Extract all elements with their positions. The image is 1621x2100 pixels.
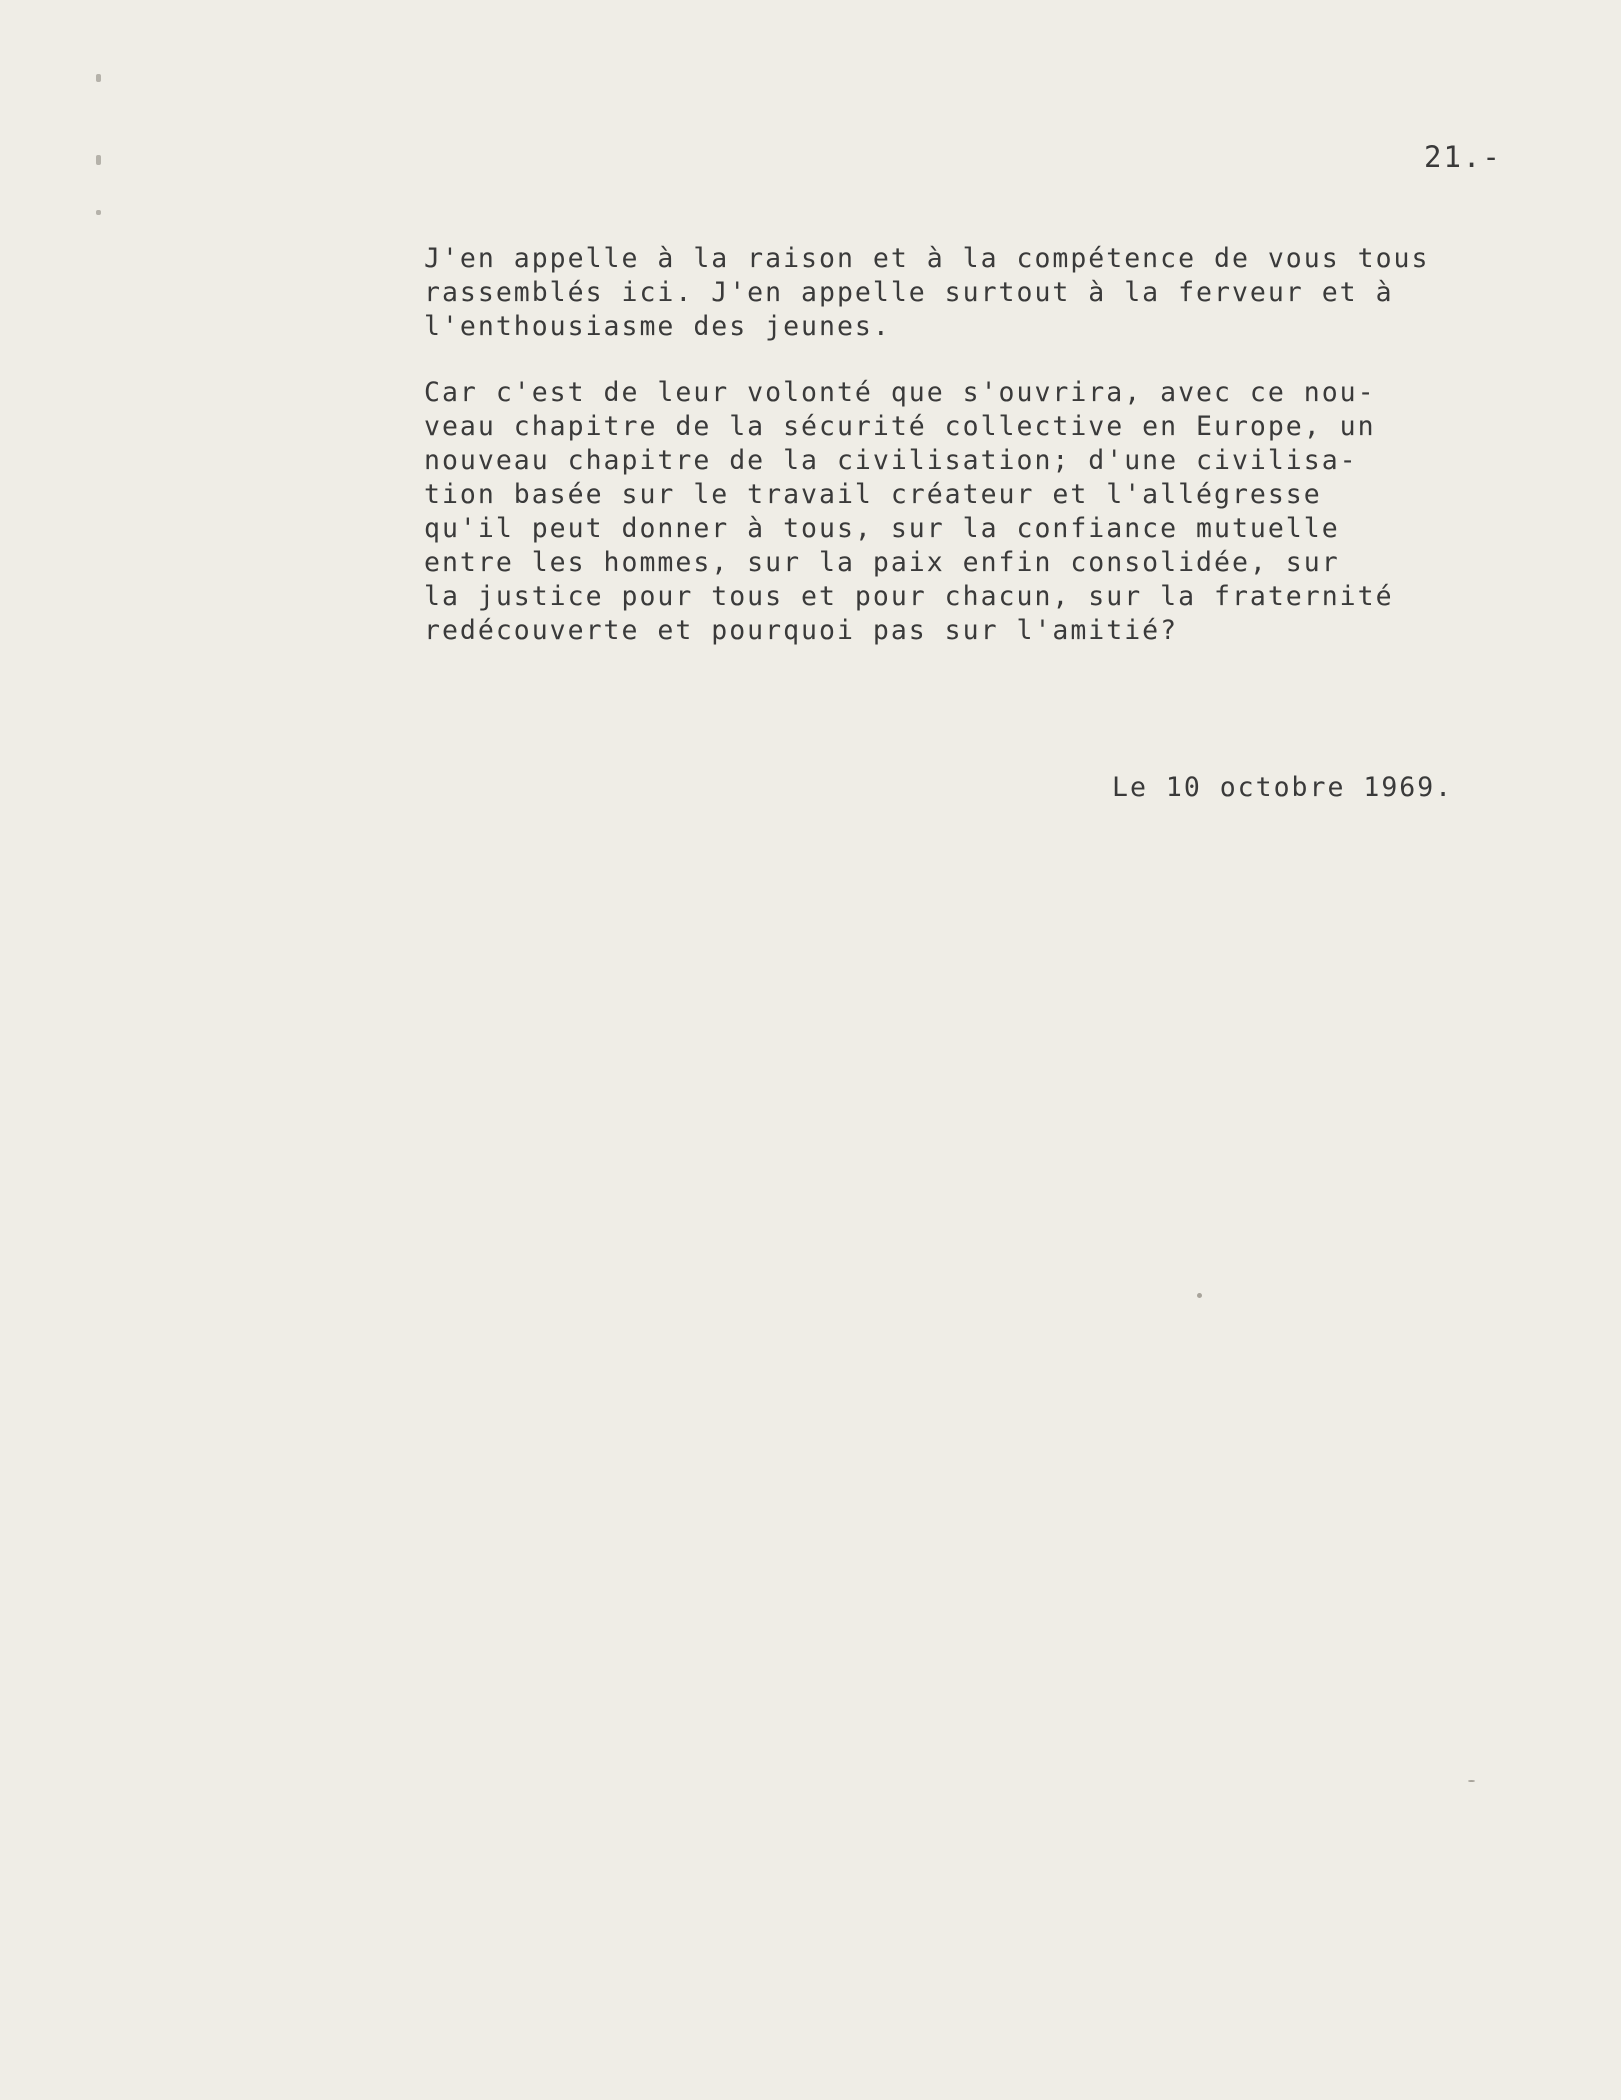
paragraph-appeal bbox=[424, 242, 1604, 344]
binding-hole-marks bbox=[92, 70, 106, 230]
paper-speck bbox=[1468, 1780, 1475, 1782]
paragraph-civilisation bbox=[424, 376, 1604, 648]
text-line: veau chapitre de la sécurité collective en Europe, un bbox=[424, 411, 1376, 442]
binding-mark bbox=[96, 210, 101, 215]
text-line: l'enthousiasme des jeunes. bbox=[424, 311, 891, 342]
closing-date: Le 10 octobre 1969. bbox=[1112, 772, 1454, 803]
text-line: entre les hommes, sur la paix enfin consolidée, sur bbox=[424, 547, 1340, 578]
binding-mark bbox=[96, 74, 101, 82]
text-line: la justice pour tous et pour chacun, sur la fraternité bbox=[424, 581, 1394, 612]
page-number: 21.- bbox=[1424, 140, 1502, 174]
text-line: nouveau chapitre de la civilisation; d'une civilisa- bbox=[424, 445, 1358, 476]
text-line: rassemblés ici. J'en appelle surtout à la ferveur et à bbox=[424, 277, 1394, 308]
text-line: J'en appelle à la raison et à la compétence de vous tous bbox=[424, 243, 1430, 274]
text-line: Car c'est de leur volonté que s'ouvrira, avec ce nou- bbox=[424, 377, 1376, 408]
text-line: tion basée sur le travail créateur et l'allégresse bbox=[424, 479, 1322, 510]
paper-speck bbox=[1197, 1293, 1202, 1298]
binding-mark bbox=[96, 155, 101, 165]
text-line: qu'il peut donner à tous, sur la confiance mutuelle bbox=[424, 513, 1340, 544]
text-line: redécouverte et pourquoi pas sur l'amitié? bbox=[424, 615, 1179, 646]
